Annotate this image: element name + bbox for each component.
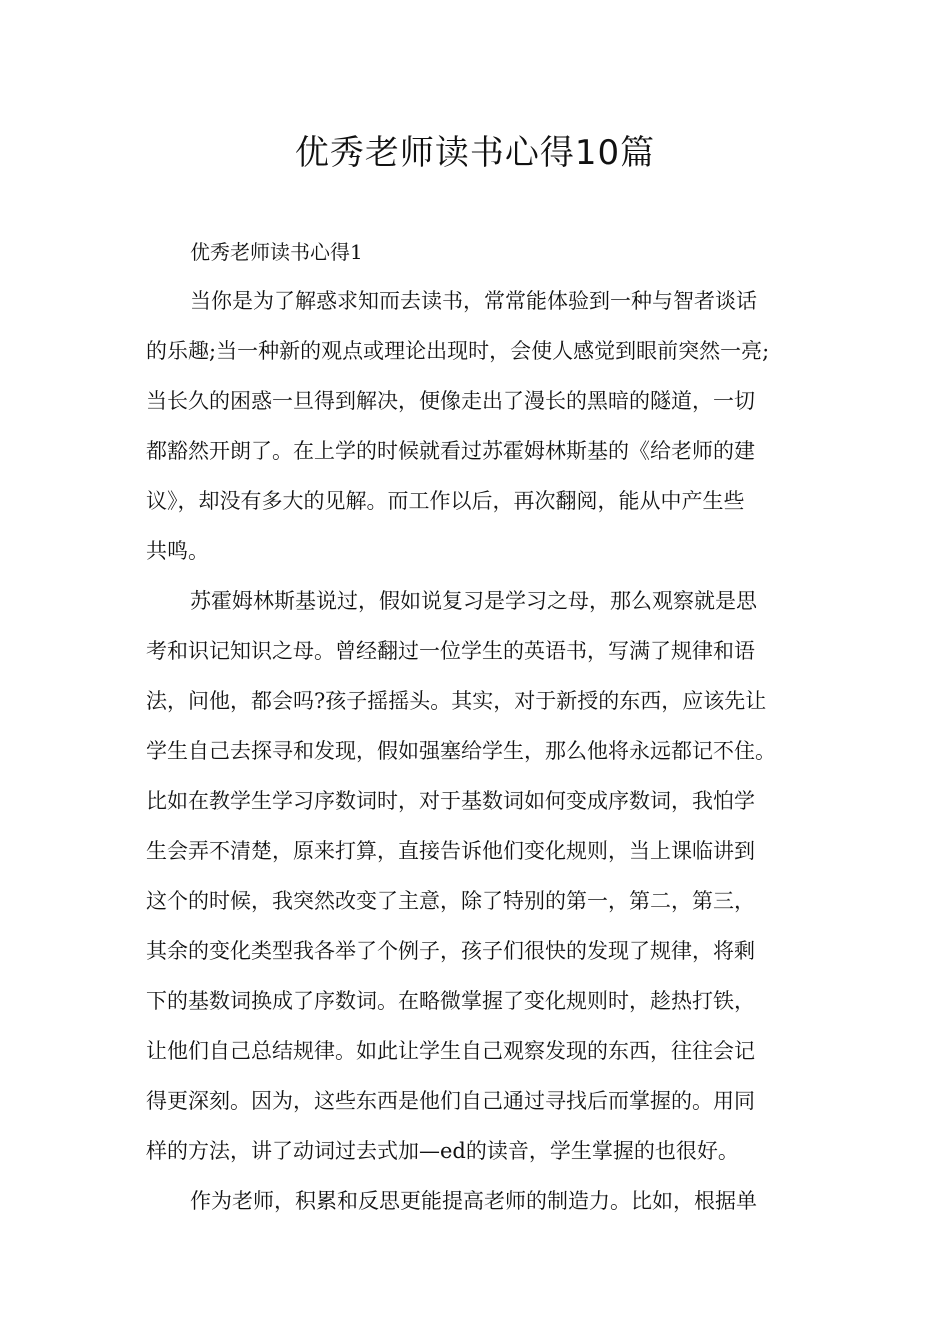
paragraph-3-line-1: 作为老师，积累和反思更能提高老师的制造力。比如，根据单	[190, 1189, 757, 1213]
paragraph-2-line-6: 生会弄不清楚，原来打算，直接告诉他们变化规则，当上课临讲到	[146, 839, 755, 863]
paragraph-2-line-10: 让他们自己总结规律。如此让学生自己观察发现的东西，往往会记	[146, 1039, 755, 1063]
paragraph-1-line-5: 议》，却没有多大的见解。而工作以后，再次翻阅，能从中产生些	[146, 489, 745, 513]
paragraph-2-line-12: 样的方法，讲了动词过去式加—ed的读音，学生掌握的也很好。	[146, 1139, 739, 1163]
paragraph-2-line-1: 苏霍姆林斯基说过，假如说复习是学习之母，那么观察就是思	[190, 589, 757, 613]
paragraph-2-line-8: 其余的变化类型我各举了个例子，孩子们很快的发现了规律，将剩	[146, 939, 755, 963]
paragraph-1-line-6: 共鸣。	[146, 539, 209, 563]
paragraph-1-line-3: 当长久的困惑一旦得到解决，便像走出了漫长的黑暗的隧道，一切	[146, 389, 755, 413]
section-heading: 优秀老师读书心得1	[190, 240, 363, 264]
paragraph-2-line-3: 法，问他，都会吗?孩子摇摇头。其实，对于新授的东西，应该先让	[146, 689, 767, 713]
paragraph-2-line-7: 这个的时候，我突然改变了主意，除了特别的第一，第二，第三，	[146, 889, 755, 913]
paragraph-1-line-4: 都豁然开朗了。在上学的时候就看过苏霍姆林斯基的《给老师的建	[146, 439, 755, 463]
paragraph-1-line-1: 当你是为了解惑求知而去读书，常常能体验到一种与智者谈话	[190, 289, 757, 313]
paragraph-2-line-11: 得更深刻。因为，这些东西是他们自己通过寻找后而掌握的。用同	[146, 1089, 755, 1113]
paragraph-2-line-4: 学生自己去探寻和发现，假如强塞给学生，那么他将永远都记不住。	[146, 739, 776, 763]
paragraph-2-line-5: 比如在教学生学习序数词时，对于基数词如何变成序数词，我怕学	[146, 789, 755, 813]
paragraph-2-line-9: 下的基数词换成了序数词。在略微掌握了变化规则时，趁热打铁，	[146, 989, 755, 1013]
paragraph-1-line-2: 的乐趣;当一种新的观点或理论出现时，会使人感觉到眼前突然一亮;	[146, 339, 770, 363]
paragraph-2-line-2: 考和识记知识之母。曾经翻过一位学生的英语书，写满了规律和语	[146, 639, 755, 663]
document-title: 优秀老师读书心得10篇	[294, 133, 656, 173]
